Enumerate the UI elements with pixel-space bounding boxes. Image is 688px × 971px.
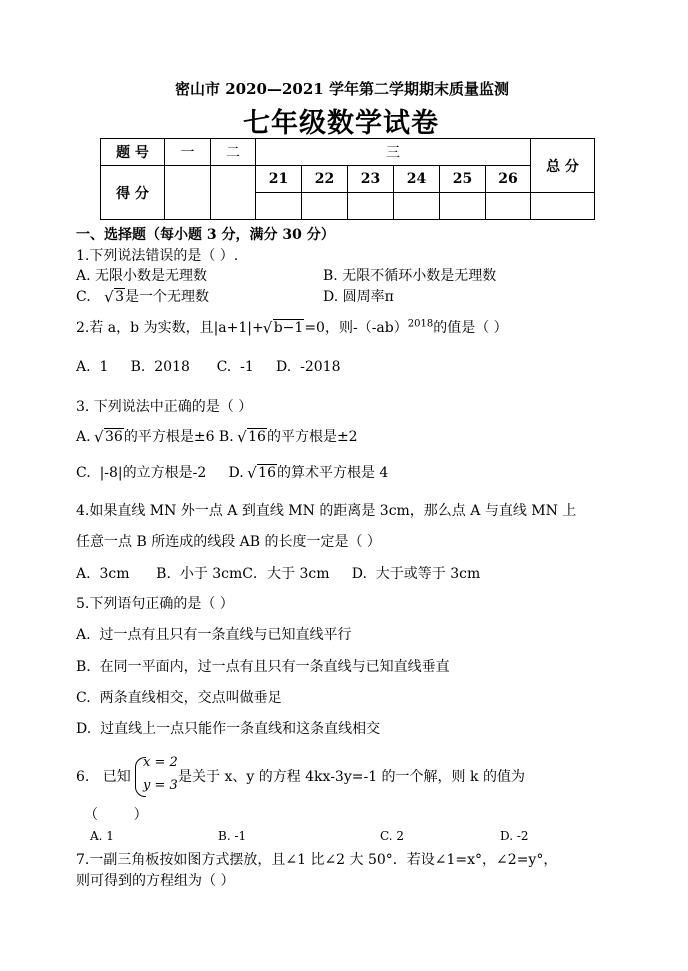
q3-options-cd: [76, 462, 388, 482]
q6-option-d: D. -2: [500, 829, 529, 843]
q2-radicand: b−1: [273, 320, 304, 336]
q6-label: 6. 已知: [76, 769, 131, 785]
q6-eq2: y = 3: [143, 778, 178, 793]
exam-subtitle: 密山市 2020—2021 学年第二学期期末质量监测: [175, 80, 509, 98]
q5-option-d: D. 过直线上一点只能作一条直线和这条直线相交: [76, 721, 381, 737]
sqrt-symbol: [95, 429, 124, 445]
q5-stem: 5.下列语句正确的是（ ）: [76, 596, 234, 612]
subcol-23: 23: [348, 166, 394, 193]
score-cell-24: [394, 193, 440, 220]
q6-option-a: A. 1: [90, 829, 114, 843]
sqrt-symbol: [238, 429, 267, 445]
q3-d-text: 的算术平方根是 4: [276, 465, 389, 481]
q3-a-radicand: 36: [105, 429, 123, 445]
label-question-number: 题 号: [101, 139, 165, 166]
q1-c-label: C.: [76, 289, 91, 305]
sqrt-symbol: [264, 320, 305, 336]
q6-paren: （ ）: [84, 807, 148, 823]
q3-options-ab: [76, 426, 358, 446]
q5-option-c: C. 两条直线相交，交点叫做垂足: [76, 690, 282, 706]
q1-option-c: [76, 286, 209, 306]
q2-exponent: 2018: [407, 318, 434, 330]
q2-text-mid: =0，则-（-ab）: [304, 320, 408, 336]
q4-stem-line2: 任意一点 B 所连成的线段 AB 的长度一定是（ ）: [76, 534, 381, 550]
section-heading: 一、选择题（每小题 3 分，满分 30 分）: [76, 227, 335, 243]
q1-option-d: D. 圆周率π: [323, 289, 394, 305]
subcol-22: 22: [302, 166, 348, 193]
score-cell-2: [211, 166, 256, 220]
q4-stem-line1: 4.如果直线 MN 外一点 A 到直线 MN 的距离是 3cm，那么点 A 与直线 MN 上: [76, 503, 577, 519]
score-cell-total: [531, 193, 595, 220]
q3-stem: 3. 下列说法中正确的是（ ）: [76, 399, 253, 415]
score-cell-26: [486, 193, 531, 220]
q6-stem: 是关于 x、y 的方程 4kx-3y=-1 的一个解，则 k 的值为: [178, 769, 525, 785]
col-part-3: 三: [256, 139, 531, 166]
q3-a-text: 的平方根是±6 B.: [123, 429, 239, 445]
score-cell-22: [302, 193, 348, 220]
col-total: 总 分: [531, 139, 595, 193]
subcol-24: 24: [394, 166, 440, 193]
q6-eq1: x = 2: [143, 755, 178, 770]
subcol-25: 25: [440, 166, 486, 193]
col-part-2: 二: [211, 139, 256, 166]
q1-c-text: 是一个无理数: [125, 289, 210, 305]
q2-stem: [76, 317, 508, 337]
q4-options: A. 3cm B. 小于 3cmC．大于 3cm D. 大于或等于 3cm: [76, 566, 481, 582]
score-table: [100, 138, 595, 220]
q3-b-text: 的平方根是±2: [266, 429, 358, 445]
q3-b-radicand: 16: [248, 429, 266, 445]
q7-stem-line2: 则可得到的方程组为（ ）: [76, 873, 235, 889]
q6-option-b: B. -1: [218, 829, 247, 843]
q2-text-pre: 2.若 a，b 为实数，且|a+1|+: [76, 320, 264, 336]
label-score: 得 分: [101, 166, 165, 220]
col-part-1: 一: [165, 139, 211, 166]
q2-options: A. 1 B. 2018 C. -1 D. -2018: [76, 359, 341, 375]
q7-stem-line1: 7.一副三角板按如图方式摆放，且∠1 比∠2 大 50°．若设∠1=x°，∠2=y°，: [76, 852, 558, 868]
cube-root: [105, 289, 125, 305]
q5-option-a: A. 过一点有且只有一条直线与已知直线平行: [76, 627, 352, 643]
q3-c-text: C. |-8|的立方根是-2 D.: [76, 465, 249, 481]
exam-title: 七年级数学试卷: [243, 108, 439, 139]
sqrt-symbol: [248, 465, 277, 481]
q1-option-a: A. 无限小数是无理数: [76, 268, 208, 284]
score-cell-1: [165, 166, 211, 220]
q5-option-b: B. 在同一平面内，过一点有且只有一条直线与已知直线垂直: [76, 659, 450, 675]
q2-text-post: 的值是（ ）: [433, 320, 508, 336]
score-cell-23: [348, 193, 394, 220]
q3-d-radicand: 16: [258, 465, 276, 481]
q1-option-b: B. 无限不循环小数是无理数: [323, 268, 497, 284]
q3-a-label: A.: [76, 429, 96, 445]
subcol-26: 26: [486, 166, 531, 193]
q6-option-c: C. 2: [380, 829, 405, 843]
q1-stem: 1.下列说法错误的是（ ）.: [76, 248, 239, 264]
subcol-21: 21: [256, 166, 302, 193]
q1-c-radicand: 3: [115, 289, 125, 305]
score-cell-25: [440, 193, 486, 220]
score-cell-21: [256, 193, 302, 220]
